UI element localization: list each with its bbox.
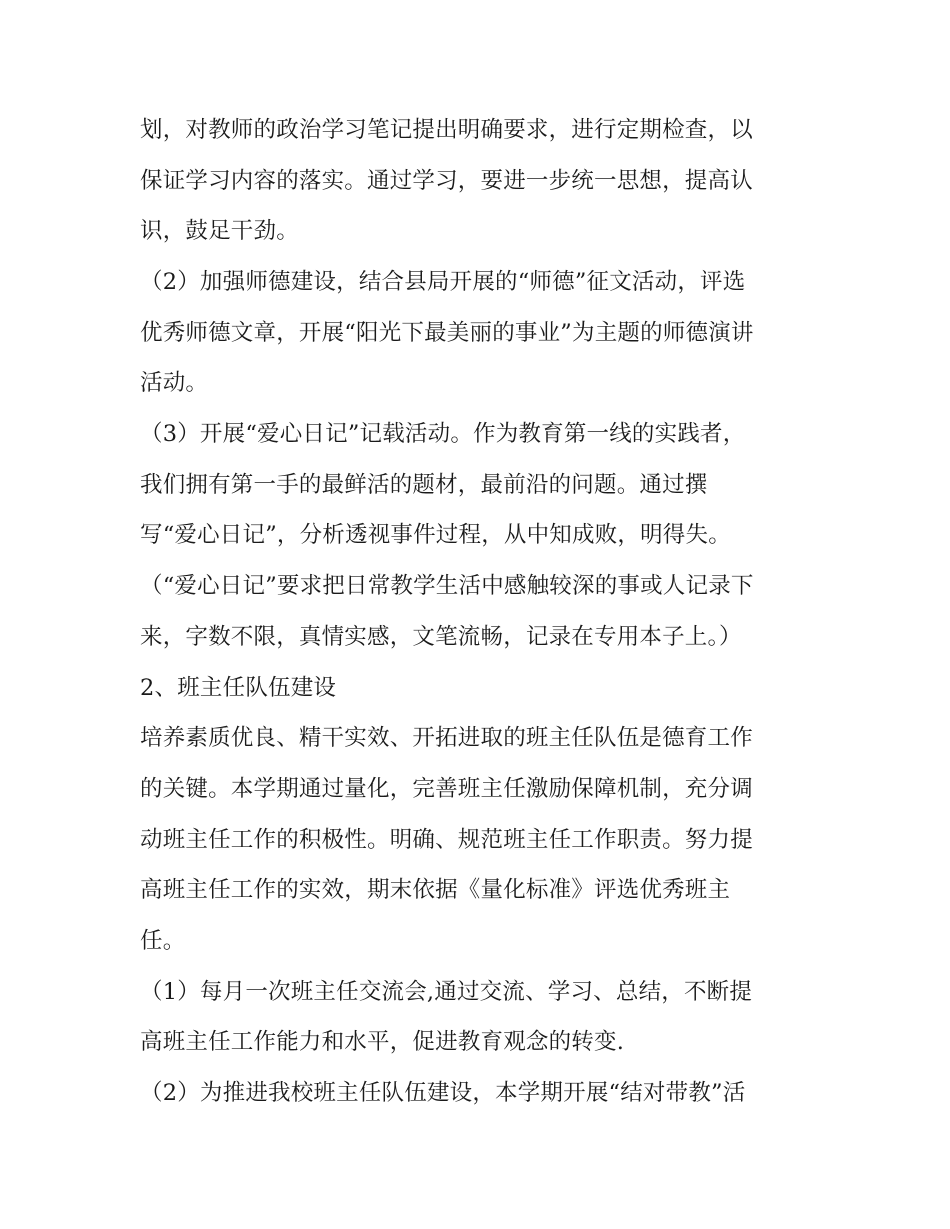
text-line: 的关键。本学期通过量化，完善班主任激励保障机制，充分调 (140, 776, 753, 802)
text-line: （“爱心日记”要求把日常教学生活中感触较深的事或人记录下 (140, 573, 754, 599)
text-line: 高班主任工作的实效，期末依据《量化标准》评选优秀班主 (140, 877, 731, 903)
text-line: 培养素质优良、精干实效、开拓进取的班主任队伍是德育工作 (140, 725, 753, 751)
text-line: 我们拥有第一手的最鲜活的题材，最前沿的问题。通过撰 (140, 472, 708, 498)
text-line: 来，字数不限，真情实感，文笔流畅，记录在专用本子上。） (140, 624, 742, 650)
text-line: 高班主任工作能力和水平，促进教育观念的转变. (140, 1029, 625, 1055)
text-line: （1）每月一次班主任交流会,通过交流、学习、总结，不断提 (140, 979, 753, 1005)
section-heading: 2、班主任队伍建设 (140, 675, 337, 701)
text-line: （2）为推进我校班主任队伍建设，本学期开展“结对带教”活 (140, 1080, 746, 1106)
text-line: 优秀师德文章，开展“阳光下最美丽的事业”为主题的师德演讲 (140, 320, 754, 346)
text-line: 写“爱心日记”，分析透视事件过程，从中知成败，明得失。 (140, 522, 731, 548)
text-line: 划，对教师的政治学习笔记提出明确要求，进行定期检查，以 (140, 117, 753, 143)
text-line: 活动。 (140, 370, 209, 396)
text-line: 动班主任工作的积极性。明确、规范班主任工作职责。努力提 (140, 827, 753, 853)
text-line: 识，鼓足干劲。 (140, 218, 299, 244)
text-line: （3）开展“爱心日记”记载活动。作为教育第一线的实践者， (140, 421, 746, 447)
text-line: 保证学习内容的落实。通过学习，要进一步统一思想，提高认 (140, 168, 753, 194)
text-line: （2）加强师德建设，结合县局开展的“师德”征文活动，评选 (140, 269, 746, 295)
text-line: 任。 (140, 928, 186, 954)
